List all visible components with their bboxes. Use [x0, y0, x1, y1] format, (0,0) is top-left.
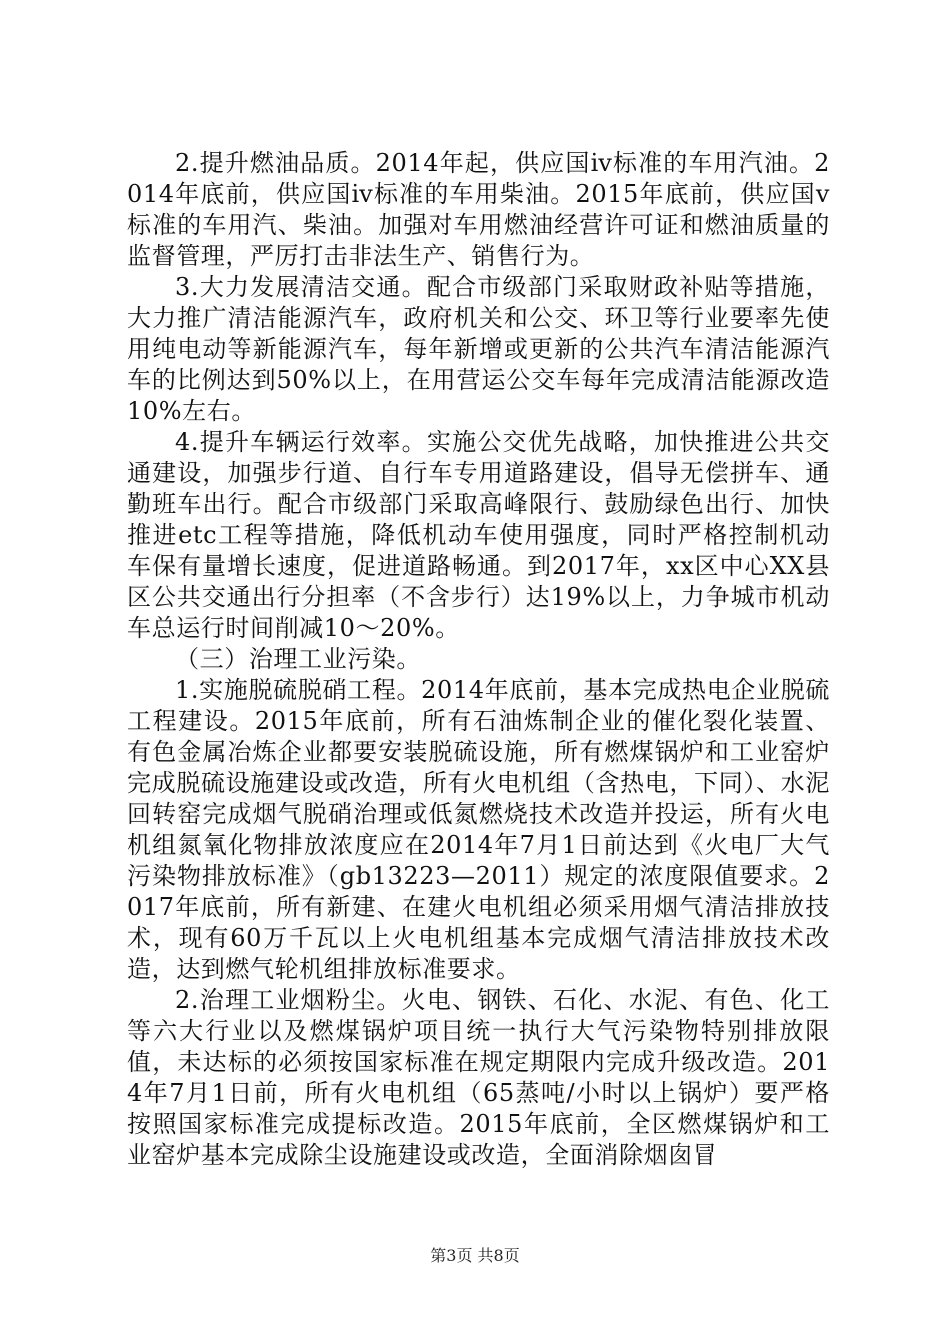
- paragraph-clean-transport: 3.大力发展清洁交通。配合市级部门采取财政补贴等措施，大力推广清洁能源汽车，政府机关和公交、环卫等行业要率先使用纯电动等新能源汽车，每年新增或更新的公共汽车清洁能源汽车的比例达到50%以上，在用营运公交车每年完成清洁能源改造10%左右。: [127, 273, 830, 425]
- paragraph-industrial-dust: 2.治理工业烟粉尘。火电、钢铁、石化、水泥、有色、化工等六大行业以及燃煤锅炉项目统一执行大气污染物特别排放限值，未达标的必须按国家标准在规定期限内完成升级改造。2014年7月1日前，所有火电机组（65蒸吨/小时以上锅炉）要严格按照国家标准完成提标改造。2015年底前，全区燃煤锅炉和工业窑炉基本完成除尘设施建设或改造，全面消除烟囱冒: [127, 986, 830, 1169]
- paragraph-vehicle-efficiency: 4.提升车辆运行效率。实施公交优先战略，加快推进公共交通建设，加强步行道、自行车专用道路建设，倡导无偿拼车、通勤班车出行。配合市级部门采取高峰限行、鼓励绿色出行、加快推进etc工程等措施，降低机动车使用强度，同时严格控制机动车保有量增长速度，促进道路畅通。到2017年，xx区中心XX县区公共交通出行分担率（不含步行）达19%以上，力争城市机动车总运行时间削减10～20%。: [127, 428, 830, 642]
- section-heading-industrial-pollution: （三）治理工业污染。: [175, 645, 421, 673]
- page-number-footer: 第3页 共8页: [430, 1246, 520, 1265]
- document-body: [127, 148, 830, 1171]
- paragraph-desulfurization: 1.实施脱硫脱硝工程。2014年底前，基本完成热电企业脱硫工程建设。2015年底前，所有石油炼制企业的催化裂化装置、有色金属冶炼企业都要安装脱硫设施，所有燃煤锅炉和工业窑炉完成脱硫设施建设或改造，所有火电机组（含热电，下同）、水泥回转窑完成烟气脱硝治理或低氮燃烧技术改造并投运，所有火电机组氮氧化物排放浓度应在2014年7月1日前达到《火电厂大气污染物排放标准》（gb13223—2011）规定的浓度限值要求。2017年底前，所有新建、在建火电机组必须采用烟气清洁排放技术，现有60万千瓦以上火电机组基本完成烟气清洁排放技术改造，达到燃气轮机组排放标准要求。: [127, 676, 830, 983]
- paragraph-fuel-quality: 2.提升燃油品质。2014年起，供应国ⅳ标准的车用汽油。2014年底前，供应国ⅳ标准的车用柴油。2015年底前，供应国ⅴ标准的车用汽、柴油。加强对车用燃油经营许可证和燃油质量的监督管理，严厉打击非法生产、销售行为。: [127, 149, 830, 270]
